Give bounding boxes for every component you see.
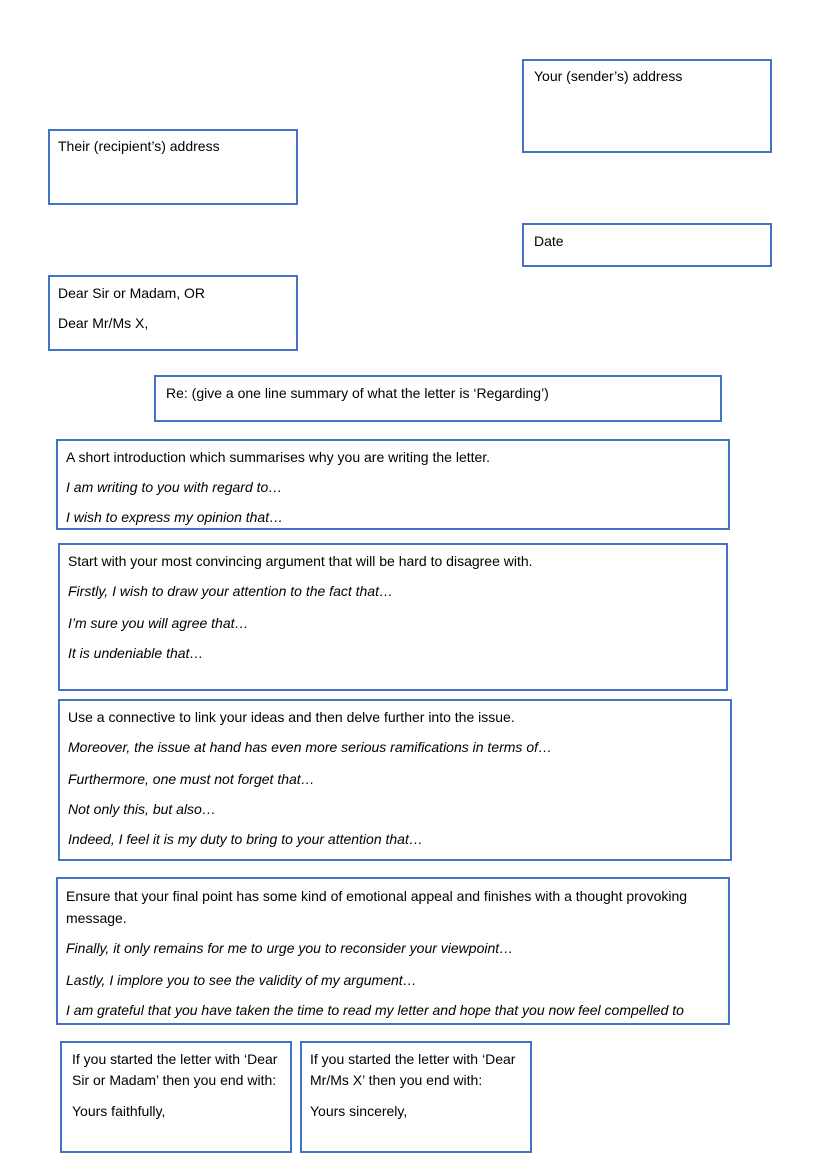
further-argument-box: [58, 699, 732, 861]
first-argument-heading: Start with your most convincing argument that will be hard to disagree with.: [68, 553, 533, 569]
closing-faithfully-box: [60, 1041, 292, 1153]
final-point-heading: Ensure that your final point has some kind of emotional appeal and finishes with a thought provoking message.: [66, 888, 688, 926]
further-argument-example: Furthermore, one must not forget that…: [68, 771, 315, 787]
recipient-address-box: [48, 129, 298, 205]
closing-faithfully-instruction: If you started the letter with ‘Dear Sir or Madam’ then you end with:: [72, 1051, 278, 1088]
date-box: [522, 223, 772, 267]
further-argument-example: Indeed, I feel it is my duty to bring to your attention that…: [68, 831, 423, 847]
introduction-heading: A short introduction which summarises why you are writing the letter.: [66, 449, 491, 465]
further-argument-example: Moreover, the issue at hand has even more serious ramifications in terms of…: [68, 739, 552, 755]
final-point-example: I am grateful that you have taken the time to read my letter and hope that you now feel compelled to: [66, 1002, 684, 1018]
subject-text: Re: (give a one line summary of what the letter is ‘Regarding’): [166, 385, 549, 401]
further-argument-heading: Use a connective to link your ideas and then delve further into the issue.: [68, 709, 515, 725]
salutation-line-2: Dear Mr/Ms X,: [58, 315, 149, 331]
final-point-example: Finally, it only remains for me to urge you to reconsider your viewpoint…: [66, 940, 514, 956]
date-label: Date: [534, 233, 564, 249]
introduction-box: [56, 439, 730, 530]
sender-address-label: Your (sender’s) address: [534, 68, 683, 84]
closing-faithfully-signoff: Yours faithfully,: [72, 1103, 166, 1119]
sender-address-box: [522, 59, 772, 153]
final-point-box: [56, 877, 730, 1025]
first-argument-box: [58, 543, 728, 691]
introduction-example: I am writing to you with regard to…: [66, 479, 283, 495]
introduction-example: I wish to express my opinion that…: [66, 509, 284, 525]
closing-sincerely-signoff: Yours sincerely,: [310, 1103, 408, 1119]
further-argument-example: Not only this, but also…: [68, 801, 216, 817]
closing-sincerely-box: [300, 1041, 532, 1153]
closing-sincerely-instruction: If you started the letter with ‘Dear Mr/Ms X’ then you end with:: [310, 1051, 516, 1088]
first-argument-example: It is undeniable that…: [68, 645, 204, 661]
subject-box: [154, 375, 722, 422]
first-argument-example: Firstly, I wish to draw your attention to the fact that…: [68, 583, 393, 599]
salutation-line-1: Dear Sir or Madam, OR: [58, 285, 206, 301]
final-point-example: Lastly, I implore you to see the validity of my argument…: [66, 972, 417, 988]
recipient-address-label: Their (recipient’s) address: [58, 138, 220, 154]
first-argument-example: I’m sure you will agree that…: [68, 615, 249, 631]
salutation-box: [48, 275, 298, 351]
